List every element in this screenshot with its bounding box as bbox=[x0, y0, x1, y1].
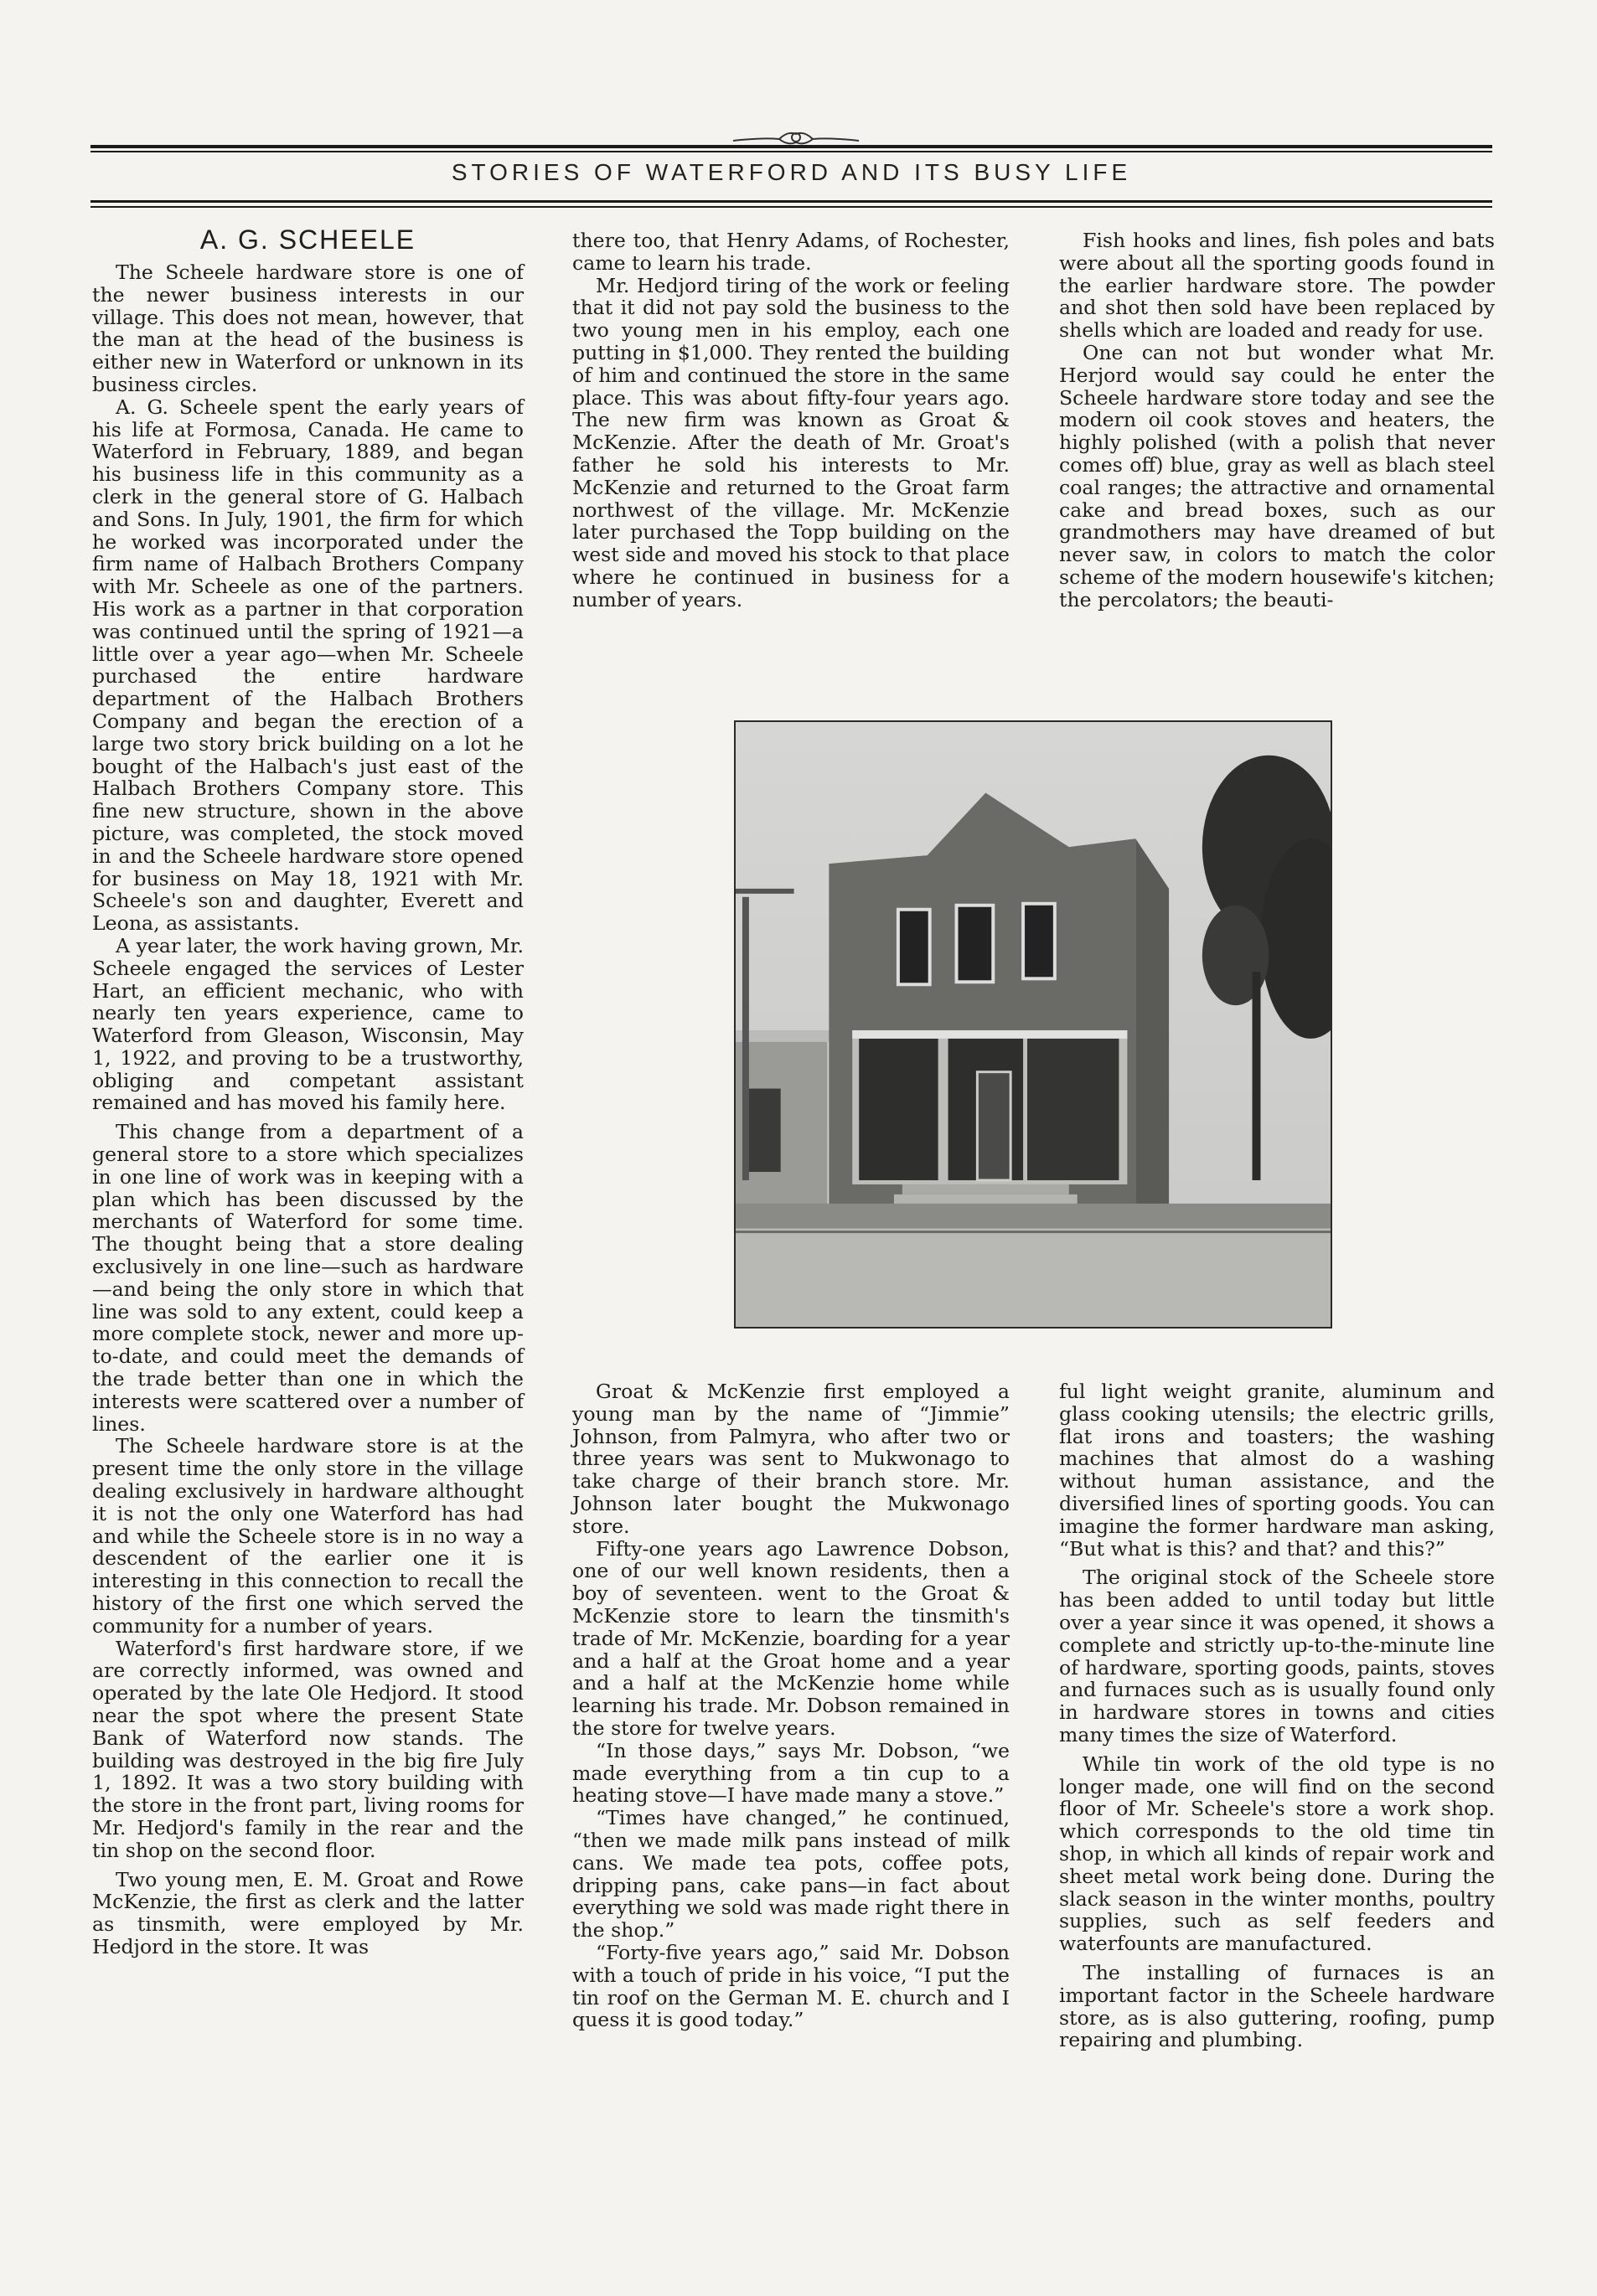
column-1 bbox=[92, 224, 524, 1958]
paragraph: The original stock of the Scheele store has been added to until today but little over a year since it was opened, it shows a complete and strictly up-to-the-minute line of hardware, sporting goods, paints, stoves and furnaces such as is usually found only in hardware stores in towns and cities many times the size of Waterford. bbox=[1059, 1566, 1495, 1747]
header-rule-top-thin bbox=[90, 151, 1492, 152]
header-rule-bottom-thin bbox=[90, 206, 1492, 208]
paragraph: The Scheele hardware store is at the present time the only store in the village dealing exclusively in hardware althought it is not the only one Waterford has had and while the Scheele store is in no way a descendent of the earlier one it is interesting in this connection to recall the history of the first one which served the community for a number of years. bbox=[92, 1434, 524, 1638]
article-title: A. G. SCHEELE bbox=[199, 224, 416, 255]
paragraph: “Times have changed,” he continued, “then we made milk pans instead of milk cans. We made tea pots, coffee pots, dripping pans, cake pans—in fact about everything we sold was made right there in the shop.” bbox=[572, 1806, 1010, 1943]
paragraph: A year later, the work having grown, Mr. Scheele engaged the services of Lester Hart, an efficient mechanic, who with nearly ten years experience, came to Waterford from Gleason, Wisconsin, May 1, 1922, and proving to be a trustworthy, obliging and competant assistant remained and has moved his family here. bbox=[92, 933, 524, 1115]
column-2-top bbox=[572, 230, 1010, 611]
paragraph: Groat & McKenzie first employed a young man by the name of “Jimmie” Johnson, from Palmyra, who after two or three years was sent to Mukwonago to take charge of their branch store. Mr. Johnson later bought the Mukwonago store. bbox=[572, 1380, 1010, 1538]
paragraph: The Scheele hardware store is one of the newer business interests in our village. This does not mean, however, that the man at the head of the business is either new in Waterford or unknown in its business circles. bbox=[92, 261, 524, 396]
header-rule-bottom bbox=[90, 200, 1492, 203]
paragraph: Two young men, E. M. Groat and Rowe McKenzie, the first as clerk and the latter as tinsmith, were employed by Mr. Hedjord in the store. It was bbox=[92, 1867, 524, 1958]
column-3-top bbox=[1059, 230, 1495, 611]
storefront-photo bbox=[734, 720, 1332, 1329]
paragraph: A. G. Scheele spent the early years of his life at Formosa, Canada. He came to Waterford in February, 1889, and began his business life in this community as a clerk in the general store of G. Halbach and Sons. In July, 1901, the firm for which he worked was incorporated under the firm name of Halbach Brothers Company with Mr. Scheele as one of the partners. His work as a partner in that corporation was continued until the spring of 1921—a little over a year ago—when Mr. Scheele purchased the entire hardware department of the Halbach Brothers Company and began the erection of a large two story brick building on a lot he bought of the Halbach's just east of the Halbach Brothers Company store. This fine new structure, shown in the above picture, was completed, the stock moved in and the Scheele hardware store opened for business on May 18, 1921 with Mr. Scheele's son and daughter, Everett and Leona, as assistants. bbox=[92, 395, 524, 936]
paragraph: Fish hooks and lines, fish poles and bats were about all the sporting goods found in the earlier hardware store. The powder and shot then sold have been replaced by shells which are loaded and ready for use. bbox=[1059, 229, 1495, 343]
paragraph: Fifty-one years ago Lawrence Dobson, one of our well known residents, then a boy of seventeen. went to the Groat & McKenzie store to learn the tinsmith's trade of Mr. McKenzie, boarding for a year and a half at the Groat home and a year and a half at the McKenzie home while learning his trade. Mr. Dobson remained in the store for twelve years. bbox=[572, 1536, 1010, 1740]
column-2-bottom bbox=[572, 1380, 1010, 2031]
paragraph: One can not but wonder what Mr. Herjord would say could he enter the Scheele hardware store today and see the modern oil cook stoves and heaters, the highly polished (with a polish that never comes off) blue, gray as well as blach steel coal ranges; the attractive and ornamental cake and bread boxes, such as our grandmothers may have dreamed of but never saw, in colors to match the color scheme of the modern housewife's kitchen; the percolators; the beauti- bbox=[1059, 340, 1495, 611]
paragraph: “In those days,” says Mr. Dobson, “we made everything from a tin cup to a heating stove—I have made many a stove.” bbox=[572, 1738, 1010, 1808]
paragraph: This change from a department of a general store to a store which specializes in one line of work was in keeping with a plan which has been discussed by the merchants of Waterford for some time. The thought being that a store dealing exclusively in one line—such as hardware—and being the only store in which that line was sold to any extent, could keep a more complete stock, newer and more up-to-date, and could meet the demands of the trade better than one in which the interests were scattered over a number of lines. bbox=[92, 1120, 524, 1436]
running-title: STORIES OF WATERFORD AND ITS BUSY LIFE bbox=[451, 159, 1132, 185]
paragraph: The installing of furnaces is an important factor in the Scheele hardware store, as is also guttering, roofing, pump repairing and plumbing. bbox=[1059, 1960, 1495, 2052]
header-rule-top bbox=[90, 145, 1492, 148]
paragraph: “Forty-five years ago,” said Mr. Dobson with a touch of pride in his voice, “I put the tin roof on the German M. E. church and I quess it is good today.” bbox=[572, 1940, 1010, 2032]
column-3-bottom bbox=[1059, 1380, 1495, 2051]
paragraph: Mr. Hedjord tiring of the work or feeling that it did not pay sold the business to the two young men in his employ, each one putting in $1,000. They rented the building of him and continued the store in the same place. This was about fifty-four years ago. The new firm was known as Groat & McKenzie. After the death of Mr. Groat's father he sold his interests to Mr. McKenzie and returned to the Groat farm northwest of the village. Mr. McKenzie later purchased the Topp building on the west side and moved his stock to that place where he continued in business for a number of years. bbox=[572, 273, 1010, 611]
paragraph: there too, that Henry Adams, of Rochester, came to learn his trade. bbox=[572, 229, 1010, 275]
paragraph: While tin work of the old type is no longer made, one will find on the second floor of Mr. Scheele's store a work shop. which corresponds to the old time tin shop, in which all kinds of repair work and sheet metal work being done. During the slack season in the winter months, poultry supplies, such as self feeders and waterfounts are manufactured. bbox=[1059, 1752, 1495, 1956]
paragraph: Waterford's first hardware store, if we are correctly informed, was owned and operated by the late Ole Hedjord. It stood near the spot where the present State Bank of Waterford now stands. The building was destroyed in the big fire July 1, 1892. It was a two story building with the store in the front part, living rooms for Mr. Hedjord's family in the rear and the tin shop on the second floor. bbox=[92, 1636, 524, 1862]
paragraph: ful light weight granite, aluminum and glass cooking utensils; the electric grills, flat irons and toasters; the washing machines that almost do a washing without human assistance, and the diversified lines of sporting goods. You can imagine the former hardware man asking, “But what is this? and that? and this?” bbox=[1059, 1380, 1495, 1561]
